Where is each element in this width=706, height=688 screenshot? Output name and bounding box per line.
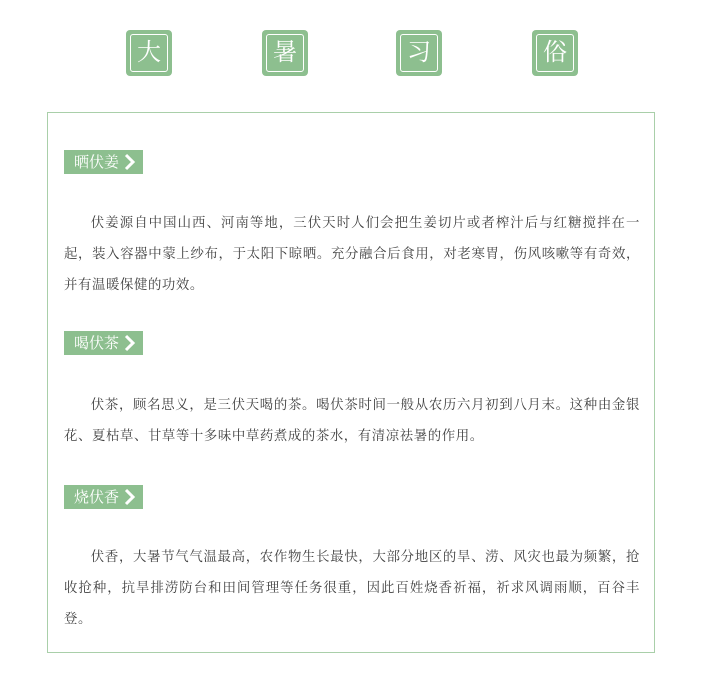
section-paragraph: 伏姜源自中国山西、河南等地，三伏天时人们会把生姜切片或者榨汁后与红糖搅拌在一起，装入容器中蒙上纱布，于太阳下晾晒。充分融合后食用，对老寒胃，伤风咳嗽等有奇效，并有温暖保健的功效。	[64, 216, 640, 293]
section-tag-label: 晒伏姜	[74, 153, 120, 171]
content-card	[47, 112, 655, 653]
title-banner	[0, 30, 706, 78]
title-char: 俗	[536, 34, 574, 72]
title-char: 暑	[266, 34, 304, 72]
title-char-box	[262, 30, 308, 76]
section-tag	[64, 331, 143, 355]
title-char: 习	[400, 34, 438, 72]
section-paragraph: 伏茶，顾名思义，是三伏天喝的茶。喝伏茶时间一般从农历六月初到八月末。这种由金银花、夏枯草、甘草等十多味中草药煮成的茶水，有清凉祛暑的作用。	[64, 398, 640, 444]
title-char-box	[532, 30, 578, 76]
section-tag	[64, 150, 143, 174]
title-char: 大	[130, 34, 168, 72]
title-char-box	[396, 30, 442, 76]
section-tag-label: 喝伏茶	[74, 334, 120, 352]
title-char-box	[126, 30, 172, 76]
chevron-right-icon	[123, 334, 137, 352]
chevron-right-icon	[123, 488, 137, 506]
chevron-right-icon	[123, 153, 137, 171]
section-tag	[64, 485, 143, 509]
section-tag-label: 烧伏香	[74, 488, 120, 506]
section-paragraph: 伏香，大暑节气气温最高，农作物生长最快，大部分地区的旱、涝、风灾也最为频繁，抢收抢种，抗旱排涝防台和田间管理等任务很重，因此百姓烧香祈福，祈求风调雨顺，百谷丰登。	[64, 550, 640, 627]
